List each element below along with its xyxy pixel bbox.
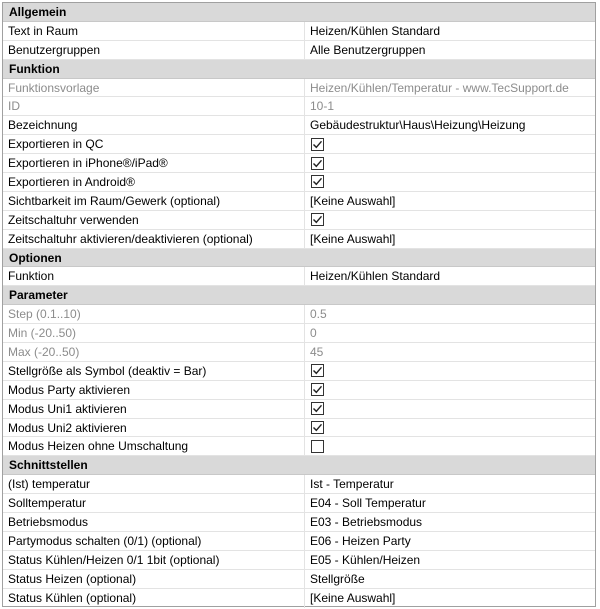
property-value: 45 [310,344,324,359]
property-value[interactable]: Stellgröße [310,571,365,586]
property-name: Funktion [3,267,305,285]
property-row-status-kuhlen-optional[interactable] [3,589,595,608]
checkbox-unchecked[interactable] [311,440,324,453]
property-row-sichtbarkeit-im-raum-gewerk-optional[interactable] [3,192,595,211]
property-name: Min (-20..50) [3,324,305,342]
property-value-cell[interactable] [305,173,595,191]
property-row-modus-party-aktivieren[interactable] [3,381,595,400]
property-value-cell[interactable] [305,419,595,437]
property-row-exportieren-in-android[interactable] [3,173,595,192]
property-name: Bezeichnung [3,116,305,134]
property-value[interactable]: Gebäudestruktur\Haus\Heizung\Heizung [310,118,526,133]
property-name: Modus Party aktivieren [3,381,305,399]
check-icon [312,384,323,395]
property-row-min-20-50[interactable] [3,324,595,343]
checkbox-checked[interactable] [311,402,324,415]
property-value: 0 [310,326,317,341]
property-name: Funktionsvorlage [3,79,305,97]
property-value-cell[interactable] [305,211,595,229]
section-header-funktion[interactable] [3,60,595,79]
property-name: Status Heizen (optional) [3,570,305,588]
property-value[interactable]: Heizen/Kühlen Standard [310,269,441,284]
property-value[interactable]: E05 - Kühlen/Heizen [310,552,421,567]
check-icon [312,176,323,187]
property-value[interactable]: E03 - Betriebsmodus [310,515,423,529]
property-name: Status Kühlen/Heizen 0/1 1bit (optional) [3,551,305,569]
check-icon [312,403,323,414]
checkbox-checked[interactable] [311,383,324,396]
property-row-ist-temperatur[interactable] [3,475,595,494]
checkbox-checked[interactable] [311,421,324,434]
property-value-cell[interactable] [305,437,595,455]
section-title: Schnittstellen [9,458,88,473]
section-header-optionen[interactable] [3,249,595,268]
check-icon [312,365,323,376]
property-row-benutzergruppen[interactable] [3,41,595,60]
section-header-parameter[interactable] [3,286,595,305]
property-value[interactable]: E06 - Heizen Party [310,533,411,548]
property-row-status-heizen-optional[interactable] [3,570,595,589]
check-icon [312,158,323,169]
property-row-text-in-raum[interactable] [3,22,595,41]
property-row-exportieren-in-qc[interactable] [3,135,595,154]
property-name: Exportieren in Android® [3,173,305,191]
property-value: Heizen/Kühlen/Temperatur - www.TecSupport.de [310,80,569,95]
property-name: Benutzergruppen [3,41,305,59]
property-row-partymodus-schalten-0-1-optional[interactable] [3,532,595,551]
property-value-cell[interactable] [305,400,595,418]
checkbox-checked[interactable] [311,138,324,151]
check-icon [312,422,323,433]
property-row-betriebsmodus[interactable] [3,513,595,532]
section-header-allgemein[interactable] [3,3,595,22]
property-value[interactable]: [Keine Auswahl] [310,231,396,246]
property-row-bezeichnung[interactable] [3,116,595,135]
property-name: Zeitschaltuhr verwenden [3,211,305,229]
section-header-schnittstellen[interactable] [3,456,595,475]
property-name: Modus Uni2 aktivieren [3,419,305,437]
property-name: ID [3,97,305,115]
property-value[interactable]: [Keine Auswahl] [310,591,396,606]
property-value[interactable]: Ist - Temperatur [310,477,394,492]
property-name: Solltemperatur [3,494,305,512]
property-value-cell[interactable] [305,362,595,380]
property-name: (Ist) temperatur [3,475,305,493]
property-row-solltemperatur[interactable] [3,494,595,513]
checkbox-checked[interactable] [311,213,324,226]
property-row-zeitschaltuhr-aktivieren-deaktivieren-optional[interactable] [3,230,595,249]
property-name: Max (-20..50) [3,343,305,361]
section-title: Parameter [9,288,68,303]
section-title: Funktion [9,61,60,76]
property-name: Stellgröße als Symbol (deaktiv = Bar) [3,362,305,380]
property-row-id[interactable] [3,97,595,116]
property-value[interactable]: E04 - Soll Temperatur [310,496,426,511]
property-name: Exportieren in QC [3,135,305,153]
property-row-modus-heizen-ohne-umschaltung[interactable] [3,437,595,456]
property-value[interactable]: [Keine Auswahl] [310,193,396,208]
property-name: Betriebsmodus [3,513,305,531]
checkbox-checked[interactable] [311,157,324,170]
property-row-max-20-50[interactable] [3,343,595,362]
property-row-funktionsvorlage[interactable] [3,79,595,98]
property-row-stellgro-e-als-symbol-deaktiv-bar[interactable] [3,362,595,381]
property-value-cell[interactable] [305,154,595,172]
property-value-cell[interactable] [305,381,595,399]
property-row-exportieren-in-iphone-ipad[interactable] [3,154,595,173]
property-name: Step (0.1..10) [3,305,305,323]
property-row-zeitschaltuhr-verwenden[interactable] [3,211,595,230]
property-value: 10-1 [310,99,335,114]
property-name: Status Kühlen (optional) [3,589,305,608]
section-title: Allgemein [9,5,67,19]
property-value: 0.5 [310,307,327,322]
property-row-status-kuhlen-heizen-0-1-1bit-optional[interactable] [3,551,595,570]
property-name: Exportieren in iPhone®/iPad® [3,154,305,172]
property-name: Partymodus schalten (0/1) (optional) [3,532,305,550]
property-row-step-0-1-10[interactable] [3,305,595,324]
property-name: Zeitschaltuhr aktivieren/deaktivieren (optional) [3,230,305,248]
checkbox-checked[interactable] [311,175,324,188]
property-grid [2,2,596,607]
property-name: Modus Heizen ohne Umschaltung [3,437,305,455]
check-icon [312,139,323,150]
checkbox-checked[interactable] [311,364,324,377]
property-value-cell[interactable] [305,135,595,153]
check-icon [312,214,323,225]
property-value[interactable]: Heizen/Kühlen Standard [310,23,441,38]
property-row-modus-uni2-aktivieren[interactable] [3,419,595,438]
property-name: Sichtbarkeit im Raum/Gewerk (optional) [3,192,305,210]
section-title: Optionen [9,250,62,265]
property-row-funktion[interactable] [3,267,595,286]
property-name: Text in Raum [3,22,305,40]
property-name: Modus Uni1 aktivieren [3,400,305,418]
property-row-modus-uni1-aktivieren[interactable] [3,400,595,419]
property-value[interactable]: Alle Benutzergruppen [310,42,426,57]
